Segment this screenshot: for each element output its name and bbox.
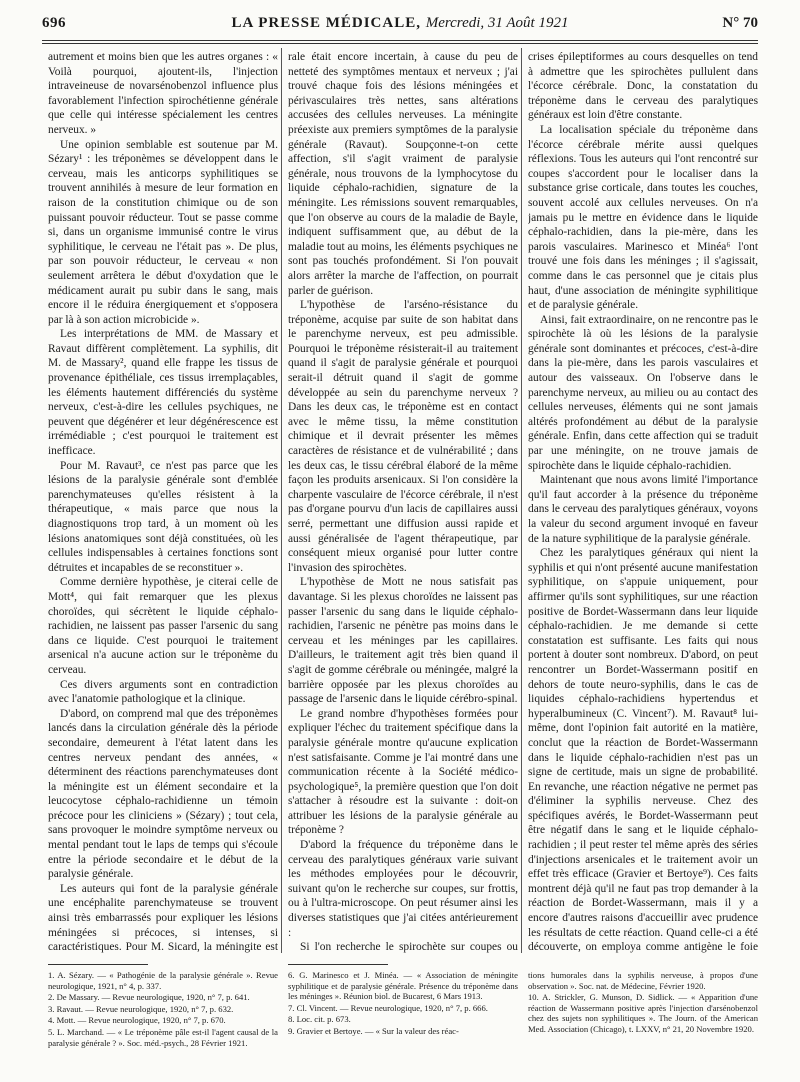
paragraph: D'abord la fréquence du tréponème dans le cerveau des paralytiques généraux varie suivant les méthodes employées pour le découvrir, suivant qu'on le recherche sur coupes, sur frottis, ou à l'ultra-microscope. On peut résumer ainsi les diverses statistiques que j'ai citées antérieurement : <box>288 839 518 939</box>
paragraph: Ces divers arguments sont en contradiction avec l'anatomie pathologique et la clinique. <box>48 678 278 706</box>
issue-number: N° 70 <box>722 15 758 31</box>
issue-date: Mercredi, 31 Août 1921 <box>425 15 569 31</box>
footnotes-column-2 <box>288 970 518 1070</box>
paragraph: Maintenant que nous avons limité l'importance qu'il faut accorder à la présence du tréponème dans le cerveau des paralytiques généraux, voyons la valeur du second argument invoqué en faveur de la nature syphilitique de la paralysie générale. <box>528 474 758 545</box>
footnote: 10. A. Strickler, G. Munson, D. Sidlick. — « Apparition d'une réaction de Wassermann positive après l'injection d'arsénobenzol chez des sujets non syphilitiques ». The Journ. of the American Med. Association (Chicago), t. LXXV, n° 21, 20 Novembre 1920. <box>528 992 758 1034</box>
paragraph: Le grand nombre d'hypothèses formées pour expliquer l'échec du traitement spécifique dans la paralysie générale montre qu'aucune explication n'est satisfaisante. Comme je l'ai montré dans une communication récente à la Société médico-psychologique⁵, la première question que l'on doit s'attacher à résoudre est la suivante : doit-on attribuer les lésions de la paralysie générale au tréponème ? <box>288 707 518 837</box>
footnote: 1. A. Sézary. — « Pathogénie de la paralysie générale ». Revue neurologique, 1921, n° 4, p. 337. <box>48 970 278 991</box>
footnote: 7. Cl. Vincent. — Revue neurologique, 1920, n° 7, p. 666. <box>288 1002 488 1013</box>
footnote-rule <box>288 964 388 965</box>
journal-name: LA PRESSE MÉDICALE, <box>231 15 421 31</box>
paragraph: rale était encore incertain, à cause du peu de netteté des symptômes mentaux et nerveux ; j'ai trouvé chaque fois des lésions méningées et périvasculaires très nettes, sans altérations accusées des cellules nerveuses. La méningite préexiste aux premiers symptômes de la paralysie générale (Ravaut). Soupçonne-t-on cette affection, s'il s'agit vraiment de paralysie générale, nous trouvons de la lymphocytose du liquide céphalo-rachidien, signature de la méningite. Les rémissions souvent remarquables, que l'on observe au cours de la maladie de Bayle, indiquent suffisamment que, au début de la maladie tout au moins, les éléments psychiques ne sont pas touchés profondément. Si l'on pouvait alors arrêter la marche de l'affection, on pourrait parler de guérison. <box>288 51 518 297</box>
footnote: 3. Ravaut. — Revue neurologique, 1920, n° 7, p. 632. <box>48 1003 234 1014</box>
footnote: 6. G. Marinesco et J. Minéa. — « Association de méningite syphilitique et de paralysie générale. Présence du tréponème dans les méninges ». Réunion biol. de Bucarest, 6 Mars 1913. <box>288 970 518 1002</box>
footnotes-column-3 <box>528 970 758 1070</box>
paragraph: Une opinion semblable est soutenue par M. Sézary¹ : les tréponèmes se développent dans le cerveau, mais les anticorps syphilitiques se trouvent annihilés à mesure de leur formation en raison de la constitution chimique ou de son puissant pouvoir réducteur. Tout se passe comme si, dans un organisme immunisé contre le virus syphilitique, le cerveau ne l'était pas ». De plus, par son pouvoir réducteur, le cerveau « non seulement arrêtera le début d'oxydation que le médicament aurait pu subir dans le sang, mais encore il le réduira énergiquement et s'opposera par là à son action microbicide ». <box>48 138 278 326</box>
paragraph: L'hypothèse de l'arséno-résistance du tréponème, acquise par suite de son habitat dans le parenchyme nerveux, est peu admissible. Pourquoi le tréponème résisterait-il au traitement quand il s'agit de paralysie générale et pourquoi serait-il détruit quand il s'agit de gomme développée au sein du parenchyme nerveux ? Dans les deux cas, le tréponème est en contact avec le même tissu, la même constitution chimique et il devrait présenter les mêmes caractères de résistance et de vulnérabilité ; dans les deux cas, le tissu cérébral élaboré de la même façon les produits arsenicaux. Si l'on considère la charpente vasculaire de l'écorce cérébrale, il n'est pas d'organe pourvu d'un lacis de capillaires aussi serré, permettant une diffusion aussi rapide et aussi généralisée de l'agent thérapeutique, par conséquent mieux organisé pour lutter contre l'invasion des spirochètes. <box>288 299 518 574</box>
column-divider <box>521 48 522 953</box>
header-rule-thin <box>42 43 758 44</box>
footnote-rule <box>48 964 148 965</box>
article-column-3 <box>528 50 758 955</box>
footnote: 4. Mott. — Revue neurologique, 1920, n° 7, p. 670. <box>48 1015 226 1026</box>
footnote: 5. L. Marchand. — « Le tréponème pâle est-il l'agent causal de la paralysie générale ? ». Soc. méd.-psych., 28 Février 1921. <box>48 1026 278 1048</box>
footnotes-column-1 <box>48 970 278 1070</box>
footnote: tions humorales dans la syphilis nerveuse, à propos d'une observation ». Soc. nat. de Médecine, Février 1920. <box>528 970 758 991</box>
paragraph: autrement et moins bien que les autres organes : « Voilà pourquoi, ajoutent-ils, l'injection intraveineuse de novarsénobenzol influence plus favorablement l'infection spirochétienne générale que celle qui intéresse spécialement les centres nerveux. » <box>48 51 278 136</box>
paragraph: Chez les paralytiques généraux qui nient la syphilis et qui n'ont présenté aucune manifestation syphilitique, on s'appuie uniquement, pour affirmer qu'ils sont syphilitiques, sur une réaction positive de Bordet-Wassermann dans leur liquide céphalo-rachidien. Je me demande si cette constatation est suffisante. Les faits qui nous portent à douter sont nombreux. D'abord, on peut rencontrer un Bordet-Wassermann positif en dehors de toute neuro-syphilis, dans le cas de liquides céphalo-rachidiens hypertendus et hyperalbumineux (C. Vincent⁷). M. Ravaut⁸ lui-même, dont l'opinion fait autorité en la matière, conclut que la réaction de Bordet-Wassermann dans le liquide céphalo-rachidien n'est pas un signe de certitude, mais un signe de probabilité. En revanche, une réaction négative ne permet pas d'éliminer la syphilis nerveuse. Chez des spécifiques avérés, le Bordet-Wassermann peut être négatif dans le sang et le liquide céphalo-rachidien ; il peut rester tel même après des séries d'injections arsenicales et le traitement avoir un effet très efficace (Gravier et Bertoye⁹). Ces faits montrent déjà qu'il ne faut pas trop demander à la réaction de Bordet-Wassermann, mais il y a encore d'autres raisons d'accueillir avec prudence les résultats de cette réaction. Quand celle-ci a été découverte, on employa comme antigène le foie <box>528 547 758 954</box>
page-header <box>42 15 758 35</box>
paragraph: La localisation spéciale du tréponème dans l'écorce cérébrale mérite aussi quelques réflexions. Tous les auteurs qui l'ont rencontré sur coupes s'accordent pour le localiser dans la substance grise corticale, dans toutes les couches, souvent accolé aux cellules nerveuses. On n'a jamais pu le mettre en évidence dans le liquide céphalo-rachidien, dans la pie-mère, dans les parois vasculaires. Marinesco et Minéa⁶ l'ont trouvé une fois dans les méninges ; il s'agissait, comme dans le cas personnel que je citais plus haut, d'une association de méningite syphilitique et de paralysie générale. <box>528 123 758 312</box>
paragraph: L'hypothèse de Mott ne nous satisfait pas davantage. Si les plexus choroïdes ne laissent pas passer l'arsenic du sang dans le liquide céphalo-rachidien, l'arsenic ne pénètre pas moins dans le cerveau et les méninges par les capillaires. D'ailleurs, le traitement agit très bien quand il s'agit de gomme cérébrale ou méningée, malgré la barrière opposée par les plexus choroïdes au passage de l'arsenic dans le liquide cérébro-spinal. <box>288 576 518 706</box>
paragraph: crises épileptiformes au cours desquelles on tend à admettre que les spirochètes pullulent dans l'écorce cérébrale. Donc, la constatation du tréponème dans le cerveau des paralytiques généraux est loin d'être constante. <box>528 51 758 122</box>
paragraph: Pour M. Ravaut³, ce n'est pas parce que les lésions de la paralysie générale sont d'emblée parenchymateuses qu'elles résistent à la thérapeutique, « mais parce que nous la diagnostiquons trop tard, à un moment où les lésions anatomiques sont déjà constituées, où les cellules indispensables à certaines fonctions sont détruites et incapables de se reconstituer ». <box>48 459 278 574</box>
footnote: 2. De Massary. — Revue neurologique, 1920, n° 7, p. 641. <box>48 992 250 1003</box>
header-rule <box>42 40 758 41</box>
footnote: 9. Gravier et Bertoye. — « Sur la valeur des réac- <box>288 1025 459 1036</box>
paragraph: Comme dernière hypothèse, je citerai celle de Mott⁴, qui fait remarquer que les plexus choroïdes, qui sécrètent le liquide céphalo-rachidien, ne laissent pas passer l'arsenic du sang dans ce liquide. C'est pourquoi le traitement arsenical n'a aucune action sur le tréponème du cerveau. <box>48 576 278 676</box>
paragraph: D'abord, on comprend mal que des tréponèmes lancés dans la circulation générale dès la période secondaire, demeurent à l'état latent dans les centres nerveux pendant des années, « déterminent des réactions parenchymateuses dont la méningite est un élément secondaire et la leucocytose céphalo-rachidienne un témoin précoce pour les cliniciens » (Sézary) ; tout cela, sans provoquer le moindre symptôme nerveux ou mental pendant tout le laps de temps qui s'écoule entre la période secondaire et le début de la paralysie générale. <box>48 707 278 881</box>
paragraph: Les auteurs qui font de la paralysie générale une encéphalite parenchymateuse se trouvent ainsi très embarrassés pour expliquer les lésions méningées si précoces, si intenses, si caractéristiques. Pour M. Sicard, la méningite est <box>48 882 278 954</box>
footnote: 8. Loc. cit. p. 673. <box>288 1014 351 1025</box>
journal-title <box>42 15 758 32</box>
paragraph: Les interprétations de MM. de Massary et Ravaut diffèrent complètement. La syphilis, dit M. de Massary², quand elle frappe les tissus de provenance épithéliale, ces tissus irremplaçables, les éléments hautement différenciés du système nerveux, c'est-à-dire les cellules psychiques, ne peuvent que dégénérer et leur dégénérescence est irrémédiable ; c'est pourquoi le traitement est inefficace. <box>48 328 278 458</box>
paragraph: Ainsi, fait extraordinaire, on ne rencontre pas le spirochète là où les lésions de la paralysie générale sont dominantes et précoces, c'est-à-dire dans la pie-mère, dans les parois vasculaires et autour des vaisseaux. On l'observe dans le parenchyme nerveux, au milieu ou au contact des cellules nerveuses, éléments qui ne sont jamais altérés profondément au début de la paralysie générale. Enfin, dans cette affection qui se traduit par une méningite, on ne trouve jamais de spirochète dans le liquide céphalo-rachidien. <box>528 313 758 472</box>
article-column-1 <box>48 50 278 955</box>
page-number: 696 <box>42 15 66 31</box>
column-divider <box>281 48 282 953</box>
paragraph: Si l'on recherche le spirochète sur coupes ou <box>300 941 518 954</box>
article-column-2 <box>288 50 518 955</box>
